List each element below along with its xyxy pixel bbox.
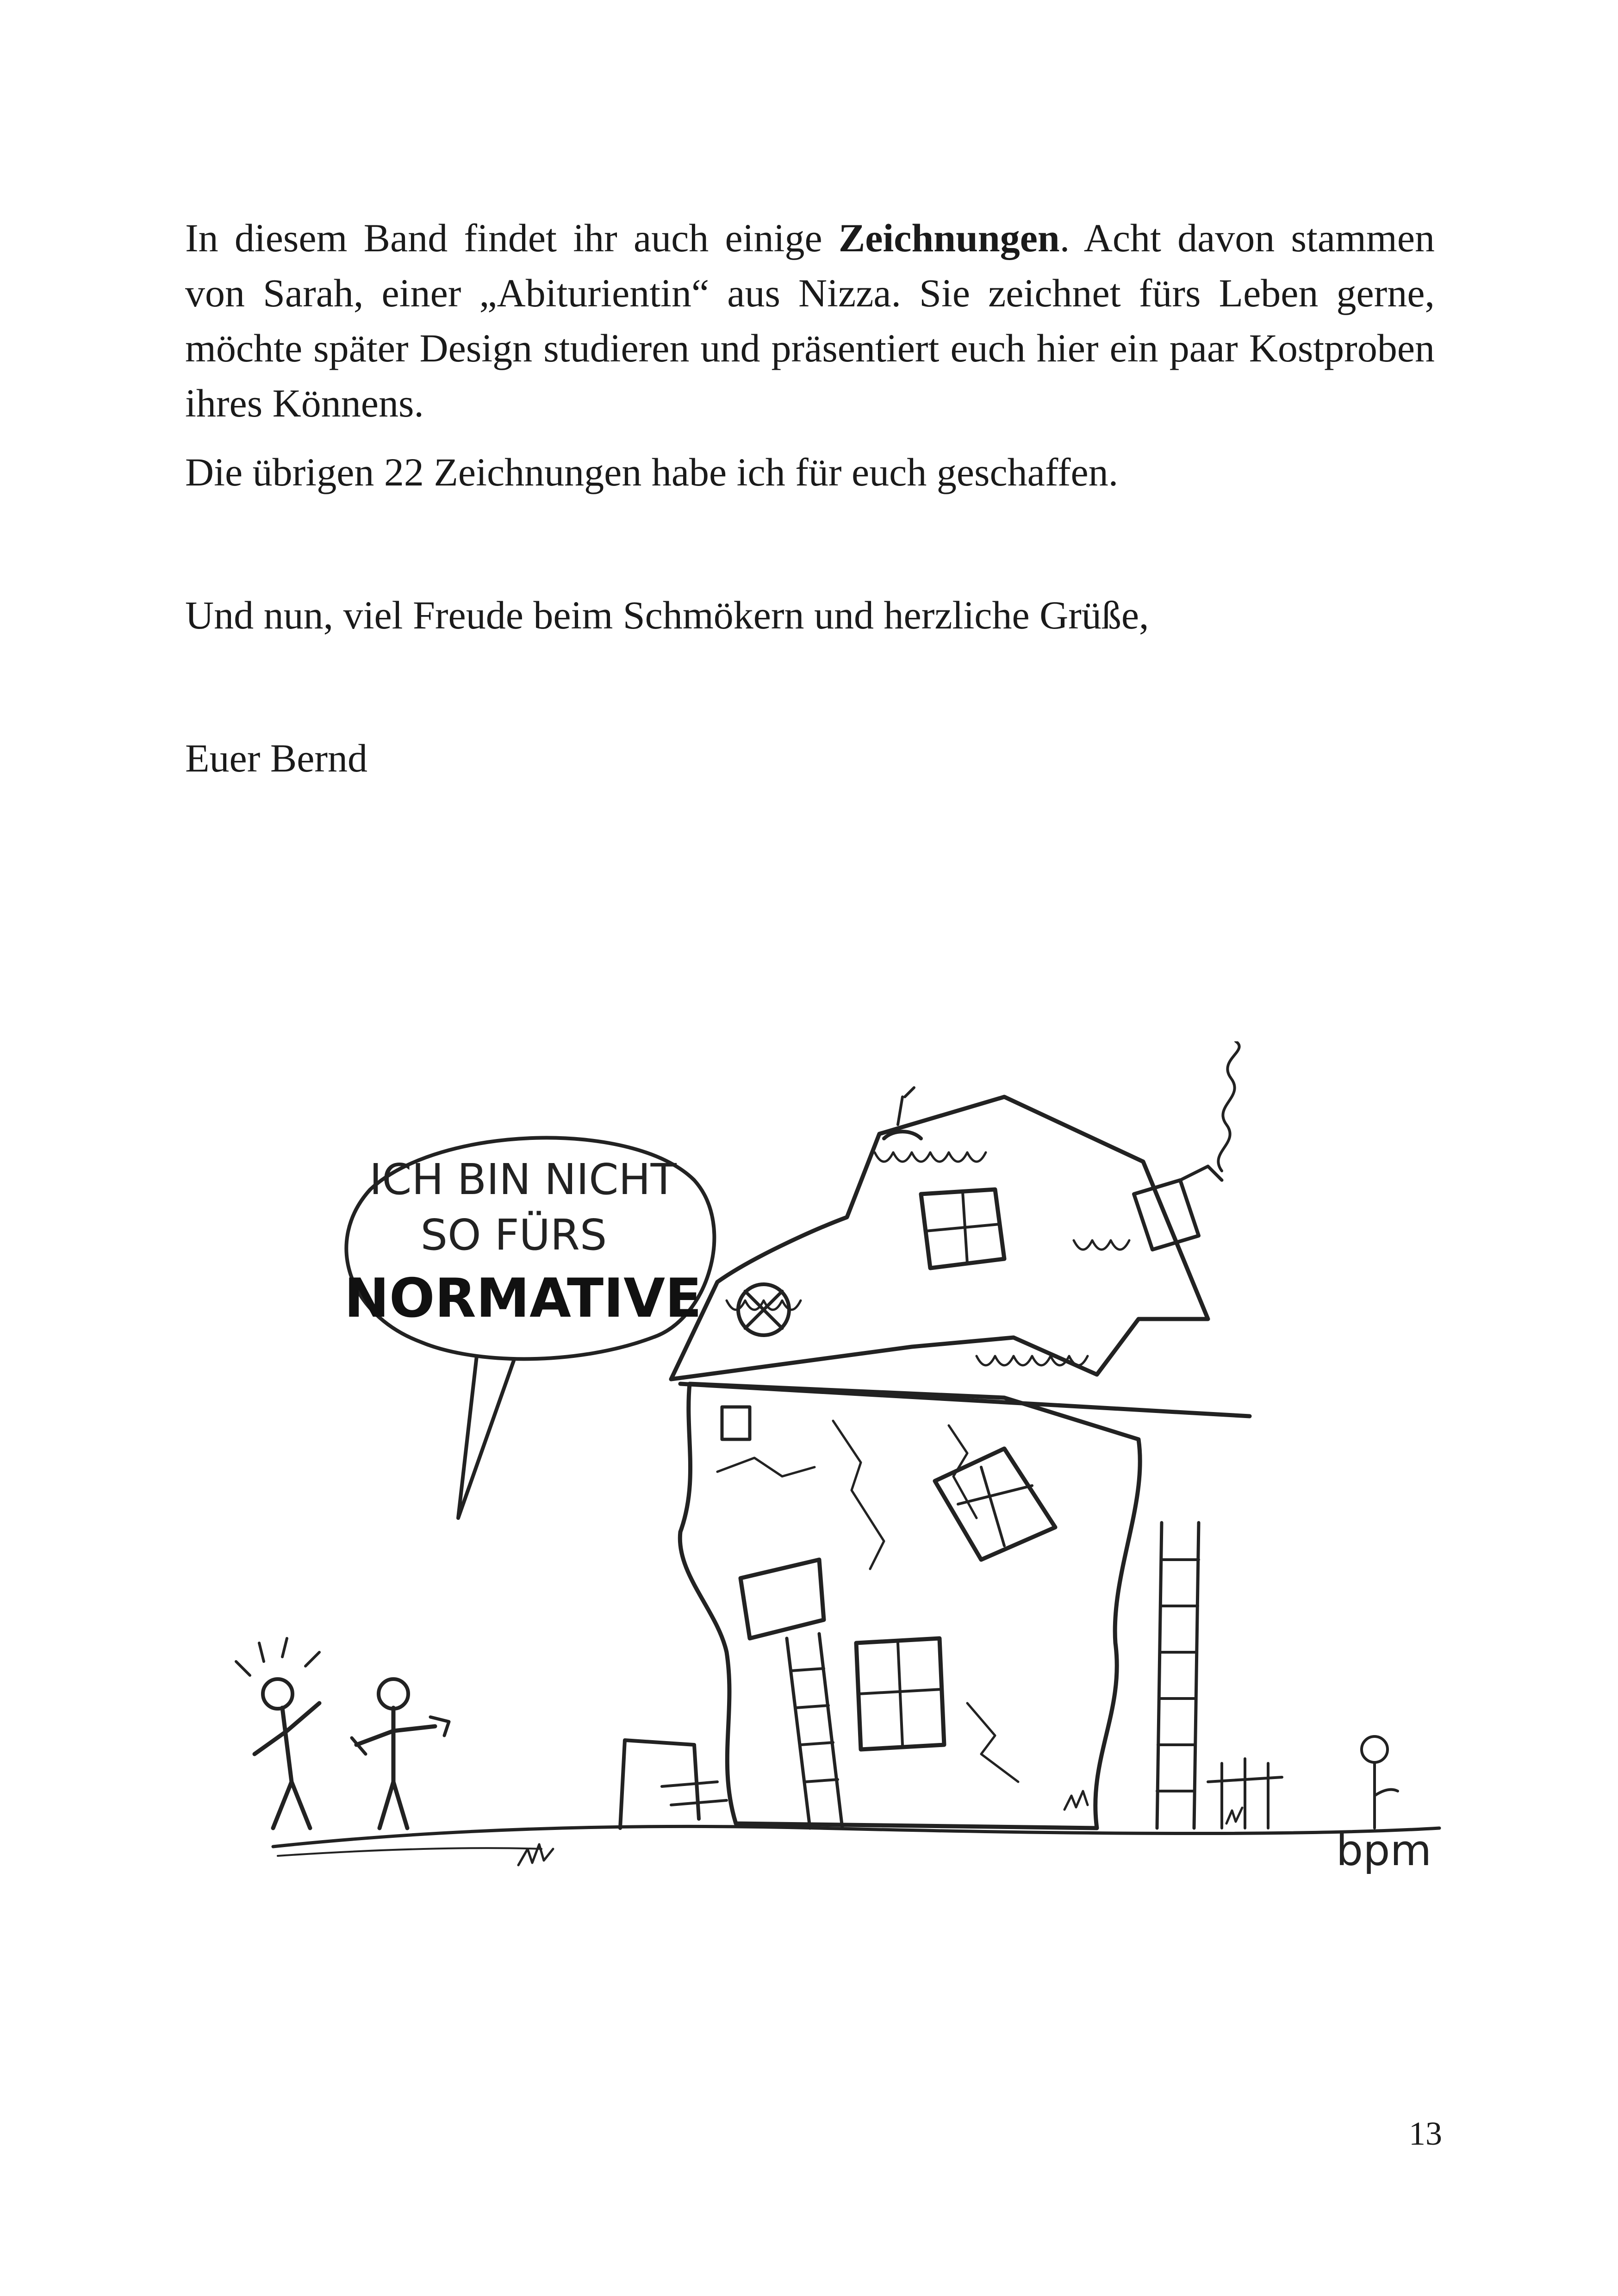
signature-line: Euer Bernd bbox=[185, 736, 368, 780]
roof bbox=[671, 1097, 1208, 1379]
shutter-window bbox=[935, 1449, 1055, 1560]
bold-term: Zeichnungen bbox=[838, 216, 1060, 260]
speech-bubble-tail bbox=[458, 1356, 514, 1518]
figure-with-hammer bbox=[356, 1708, 435, 1828]
lower-window bbox=[741, 1560, 824, 1638]
body-text bbox=[185, 211, 1435, 786]
figure-head bbox=[263, 1679, 292, 1709]
house-wall bbox=[680, 1384, 1140, 1828]
figure-alarmed bbox=[255, 1703, 319, 1828]
speech-text-line2: SO FÜRS bbox=[420, 1210, 607, 1260]
ground-line bbox=[273, 1826, 1439, 1847]
ladder-right bbox=[1157, 1523, 1199, 1828]
small-window bbox=[722, 1407, 750, 1439]
flower-icon bbox=[1362, 1736, 1388, 1762]
page-number: 13 bbox=[1409, 2115, 1442, 2152]
paragraph-own-drawings: Die übrigen 22 Zeichnungen habe ich für euch geschaffen. bbox=[185, 450, 1119, 494]
crooked-house-illustration bbox=[218, 1041, 1467, 1925]
speech-text-line3: NORMATIVE bbox=[344, 1267, 702, 1330]
fence bbox=[1208, 1759, 1282, 1828]
speech-text-line1: ICH BIN NICHT bbox=[369, 1155, 677, 1204]
paragraph-text: In diesem Band findet ihr auch einige bbox=[185, 216, 839, 260]
smoke bbox=[1218, 1041, 1239, 1171]
paragraph-text: . Acht davon stammen von Sarah, einer „Abiturientin“ aus Nizza. Sie zeichnet fürs Leben gerne, möchte später Design studieren und präsentiert euch hier ein paar Kostproben ihres Könnens. bbox=[185, 216, 1435, 425]
illustration-svg bbox=[218, 1041, 1467, 1925]
artist-signature: bpm bbox=[1336, 1826, 1432, 1875]
paragraph-greeting: Und nun, viel Freude beim Schmökern und herzliche Grüße, bbox=[185, 593, 1149, 637]
figure-head bbox=[379, 1679, 408, 1709]
paragraph-drawings bbox=[185, 211, 1435, 431]
ladder bbox=[787, 1634, 842, 1828]
